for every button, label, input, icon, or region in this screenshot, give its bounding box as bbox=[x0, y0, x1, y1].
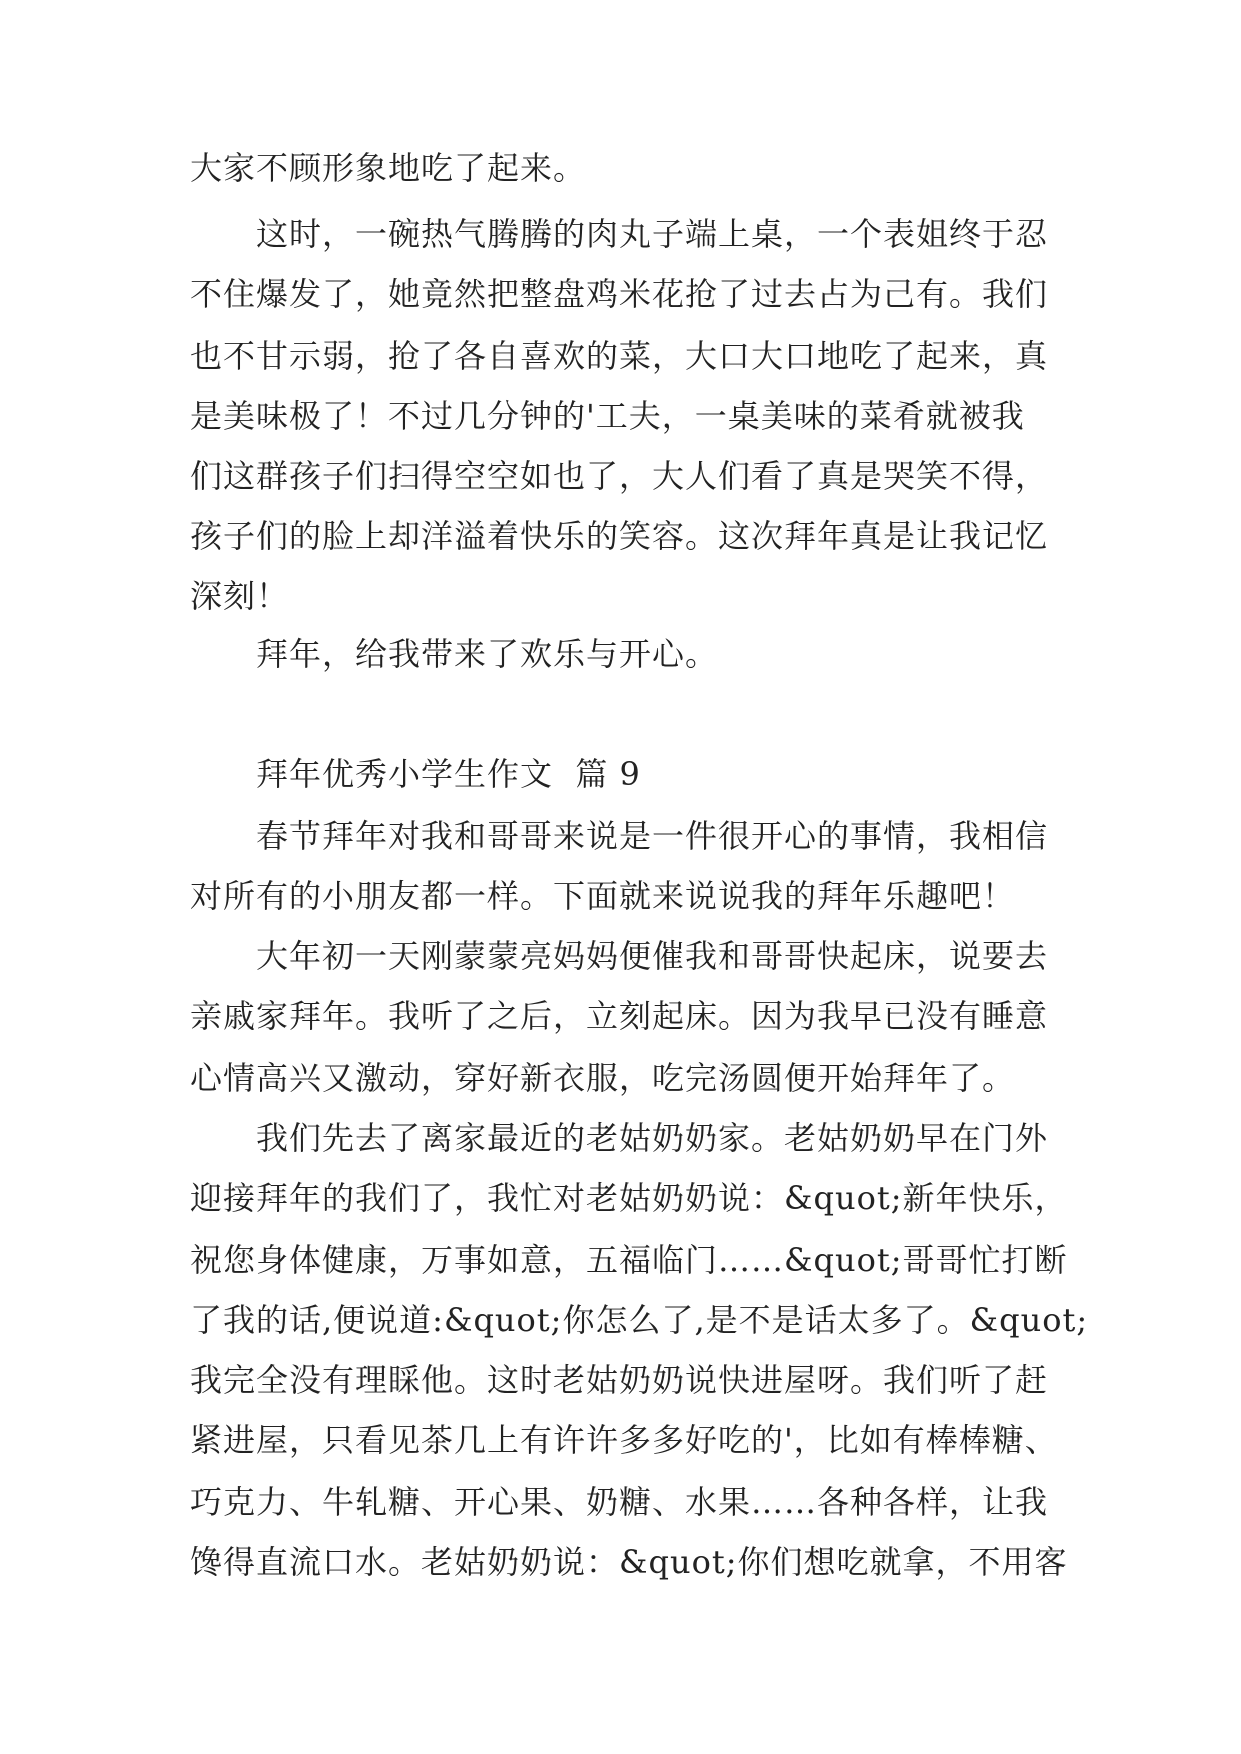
text-line: 拜年，给我带来了欢乐与开心。 bbox=[190, 635, 719, 673]
text-line: 们这群孩子们扫得空空如也了，大人们看了真是哭笑不得， bbox=[190, 457, 1049, 495]
text-line: 对所有的小朋友都一样。下面就来说说我的拜年乐趣吧！ bbox=[190, 877, 1016, 915]
text-line: 孩子们的脸上却洋溢着快乐的笑容。这次拜年真是让我记忆 bbox=[190, 517, 1049, 555]
text-line: 紧进屋，只看见茶几上有许许多多好吃的'，比如有棒棒糖、 bbox=[190, 1421, 1058, 1459]
text-line: 心情高兴又激动，穿好新衣服，吃完汤圆便开始拜年了。 bbox=[190, 1059, 1016, 1097]
text-line: 我们先去了离家最近的老姑奶奶家。老姑奶奶早在门外 bbox=[190, 1119, 1049, 1157]
text-line: 亲戚家拜年。我听了之后，立刻起床。因为我早已没有睡意 bbox=[190, 997, 1049, 1035]
text-line: 馋得直流口水。老姑奶奶说：&quot;你们想吃就拿，不用客 bbox=[190, 1543, 1068, 1581]
text-line: 迎接拜年的我们了，我忙对老姑奶奶说：&quot;新年快乐， bbox=[190, 1179, 1068, 1217]
section-heading: 拜年优秀小学生作文 篇 9 bbox=[190, 755, 641, 793]
text-line: 巧克力、牛轧糖、开心果、奶糖、水果……各种各样，让我 bbox=[190, 1483, 1049, 1521]
text-line: 大年初一天刚蒙蒙亮妈妈便催我和哥哥快起床，说要去 bbox=[190, 937, 1049, 975]
text-line: 不住爆发了，她竟然把整盘鸡米花抢了过去占为己有。我们 bbox=[190, 275, 1049, 313]
text-line: 深刻！ bbox=[190, 577, 290, 615]
text-line: 也不甘示弱，抢了各自喜欢的菜，大口大口地吃了起来，真 bbox=[190, 337, 1049, 375]
text-line: 祝您身体健康，万事如意，五福临门……&quot;哥哥忙打断 bbox=[190, 1241, 1068, 1279]
text-line: 了我的话,便说道:&quot;你怎么了,是不是话太多了。&quot; bbox=[190, 1301, 1089, 1339]
text-line: 大家不顾形象地吃了起来。 bbox=[190, 149, 587, 187]
text-line: 这时，一碗热气腾腾的肉丸子端上桌，一个表姐终于忍 bbox=[190, 215, 1049, 253]
text-line: 春节拜年对我和哥哥来说是一件很开心的事情，我相信 bbox=[190, 817, 1049, 855]
text-line: 是美味极了！不过几分钟的'工夫，一桌美味的菜肴就被我 bbox=[190, 397, 1025, 435]
text-line: 我完全没有理睬他。这时老姑奶奶说快进屋呀。我们听了赶 bbox=[190, 1361, 1049, 1399]
